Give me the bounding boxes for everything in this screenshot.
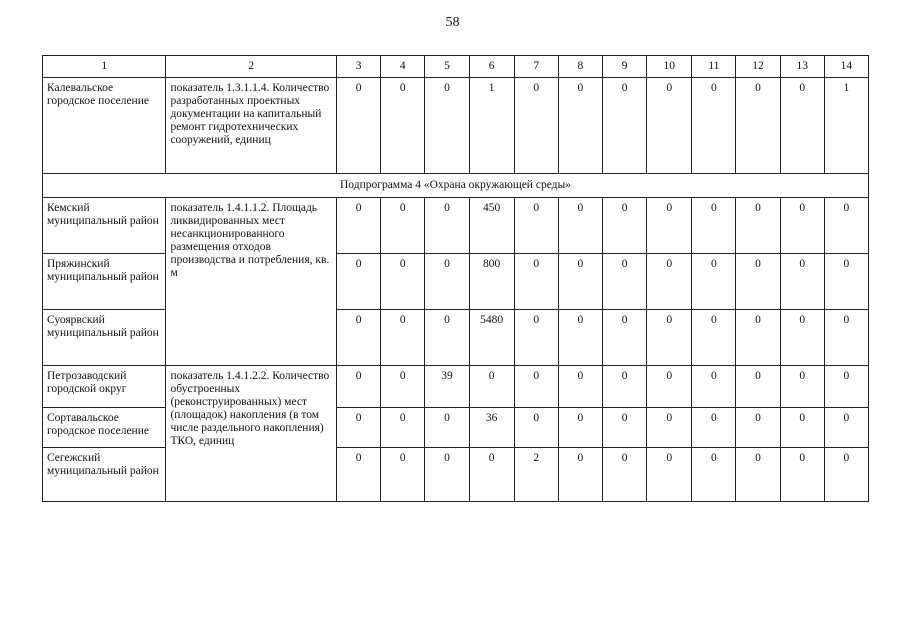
value-cell: 5480 [469, 310, 514, 366]
value-cell: 0 [381, 198, 425, 254]
value-cell: 0 [381, 78, 425, 174]
value-cell: 0 [425, 198, 469, 254]
value-cell: 0 [381, 366, 425, 408]
value-cell: 0 [736, 78, 780, 174]
value-cell: 0 [824, 310, 868, 366]
header-cell: 1 [43, 56, 166, 78]
entity-cell: Сегежский муниципальный район [43, 448, 166, 502]
header-cell: 11 [692, 56, 736, 78]
header-cell: 7 [514, 56, 558, 78]
indicator-cell: показатель 1.4.1.2.2. Количество обустроенных (реконструированных) мест (площадок) накопления (в том числе раздельного накопления) ТКО, единиц [166, 366, 337, 502]
value-cell: 0 [602, 408, 646, 448]
header-cell: 9 [602, 56, 646, 78]
indicator-cell: показатель 1.3.1.1.4. Количество разработанных проектных документации на капитальный ремонт гидротехнических сооружений, единиц [166, 78, 337, 174]
header-cell: 2 [166, 56, 337, 78]
value-cell: 0 [558, 310, 602, 366]
value-cell: 0 [381, 254, 425, 310]
entity-cell: Кемский муниципальный район [43, 198, 166, 254]
value-cell: 0 [780, 310, 824, 366]
header-cell: 8 [558, 56, 602, 78]
value-cell: 0 [558, 198, 602, 254]
value-cell: 0 [647, 310, 692, 366]
value-cell: 0 [514, 254, 558, 310]
value-cell: 0 [337, 366, 381, 408]
value-cell: 0 [337, 310, 381, 366]
value-cell: 0 [337, 254, 381, 310]
value-cell: 0 [558, 366, 602, 408]
value-cell: 0 [736, 198, 780, 254]
value-cell: 0 [469, 448, 514, 502]
header-cell: 3 [337, 56, 381, 78]
value-cell: 0 [780, 198, 824, 254]
value-cell: 0 [602, 310, 646, 366]
value-cell: 0 [337, 408, 381, 448]
table-row [43, 198, 869, 254]
value-cell: 0 [736, 366, 780, 408]
value-cell: 0 [824, 254, 868, 310]
value-cell: 450 [469, 198, 514, 254]
value-cell: 0 [780, 78, 824, 174]
value-cell: 0 [780, 366, 824, 408]
value-cell: 1 [469, 78, 514, 174]
indicator-cell: показатель 1.4.1.1.2. Площадь ликвидированных мест несанкционированного размещения отходов производства и потребления, кв. м [166, 198, 337, 366]
value-cell: 0 [692, 78, 736, 174]
value-cell: 0 [647, 198, 692, 254]
entity-cell: Калевальское городское поселение [43, 78, 166, 174]
section-title: Подпрограмма 4 «Охрана окружающей среды» [43, 174, 869, 198]
header-cell: 6 [469, 56, 514, 78]
value-cell: 0 [647, 78, 692, 174]
value-cell: 0 [425, 254, 469, 310]
value-cell: 0 [558, 408, 602, 448]
header-cell: 14 [824, 56, 868, 78]
value-cell: 0 [558, 78, 602, 174]
value-cell: 0 [602, 366, 646, 408]
value-cell: 0 [692, 408, 736, 448]
value-cell: 0 [337, 448, 381, 502]
value-cell: 0 [337, 198, 381, 254]
value-cell: 0 [780, 254, 824, 310]
entity-cell: Суоярвский муниципальный район [43, 310, 166, 366]
value-cell: 0 [647, 408, 692, 448]
value-cell: 0 [514, 366, 558, 408]
value-cell: 0 [381, 448, 425, 502]
header-cell: 12 [736, 56, 780, 78]
value-cell: 0 [824, 448, 868, 502]
value-cell: 0 [602, 198, 646, 254]
value-cell: 0 [514, 198, 558, 254]
entity-cell: Пряжинский муниципальный район [43, 254, 166, 310]
value-cell: 0 [692, 254, 736, 310]
value-cell: 0 [425, 408, 469, 448]
entity-cell: Сортавальское городское поселение [43, 408, 166, 448]
value-cell: 36 [469, 408, 514, 448]
value-cell: 0 [692, 366, 736, 408]
value-cell: 0 [514, 408, 558, 448]
value-cell: 0 [514, 310, 558, 366]
section-row [43, 174, 869, 198]
value-cell: 0 [381, 310, 425, 366]
header-cell: 4 [381, 56, 425, 78]
value-cell: 0 [824, 408, 868, 448]
value-cell: 0 [558, 448, 602, 502]
value-cell: 2 [514, 448, 558, 502]
value-cell: 0 [736, 254, 780, 310]
value-cell: 0 [337, 78, 381, 174]
value-cell: 0 [647, 366, 692, 408]
value-cell: 0 [602, 254, 646, 310]
value-cell: 0 [736, 408, 780, 448]
value-cell: 0 [425, 78, 469, 174]
table-row [43, 78, 869, 174]
value-cell: 0 [602, 78, 646, 174]
value-cell: 0 [425, 448, 469, 502]
value-cell: 39 [425, 366, 469, 408]
value-cell: 0 [558, 254, 602, 310]
value-cell: 0 [736, 448, 780, 502]
value-cell: 0 [647, 448, 692, 502]
value-cell: 0 [824, 198, 868, 254]
header-cell: 13 [780, 56, 824, 78]
value-cell: 0 [647, 254, 692, 310]
value-cell: 0 [736, 310, 780, 366]
value-cell: 0 [824, 366, 868, 408]
value-cell: 0 [692, 198, 736, 254]
header-cell: 10 [647, 56, 692, 78]
header-cell: 5 [425, 56, 469, 78]
value-cell: 0 [602, 448, 646, 502]
entity-cell: Петрозаводский городской округ [43, 366, 166, 408]
header-row [43, 56, 869, 78]
value-cell: 1 [824, 78, 868, 174]
value-cell: 0 [780, 448, 824, 502]
value-cell: 0 [381, 408, 425, 448]
value-cell: 0 [692, 448, 736, 502]
value-cell: 800 [469, 254, 514, 310]
value-cell: 0 [469, 366, 514, 408]
table-row [43, 366, 869, 408]
value-cell: 0 [692, 310, 736, 366]
page-number: 58 [445, 15, 460, 30]
value-cell: 0 [514, 78, 558, 174]
value-cell: 0 [780, 408, 824, 448]
data-table [42, 55, 869, 502]
value-cell: 0 [425, 310, 469, 366]
